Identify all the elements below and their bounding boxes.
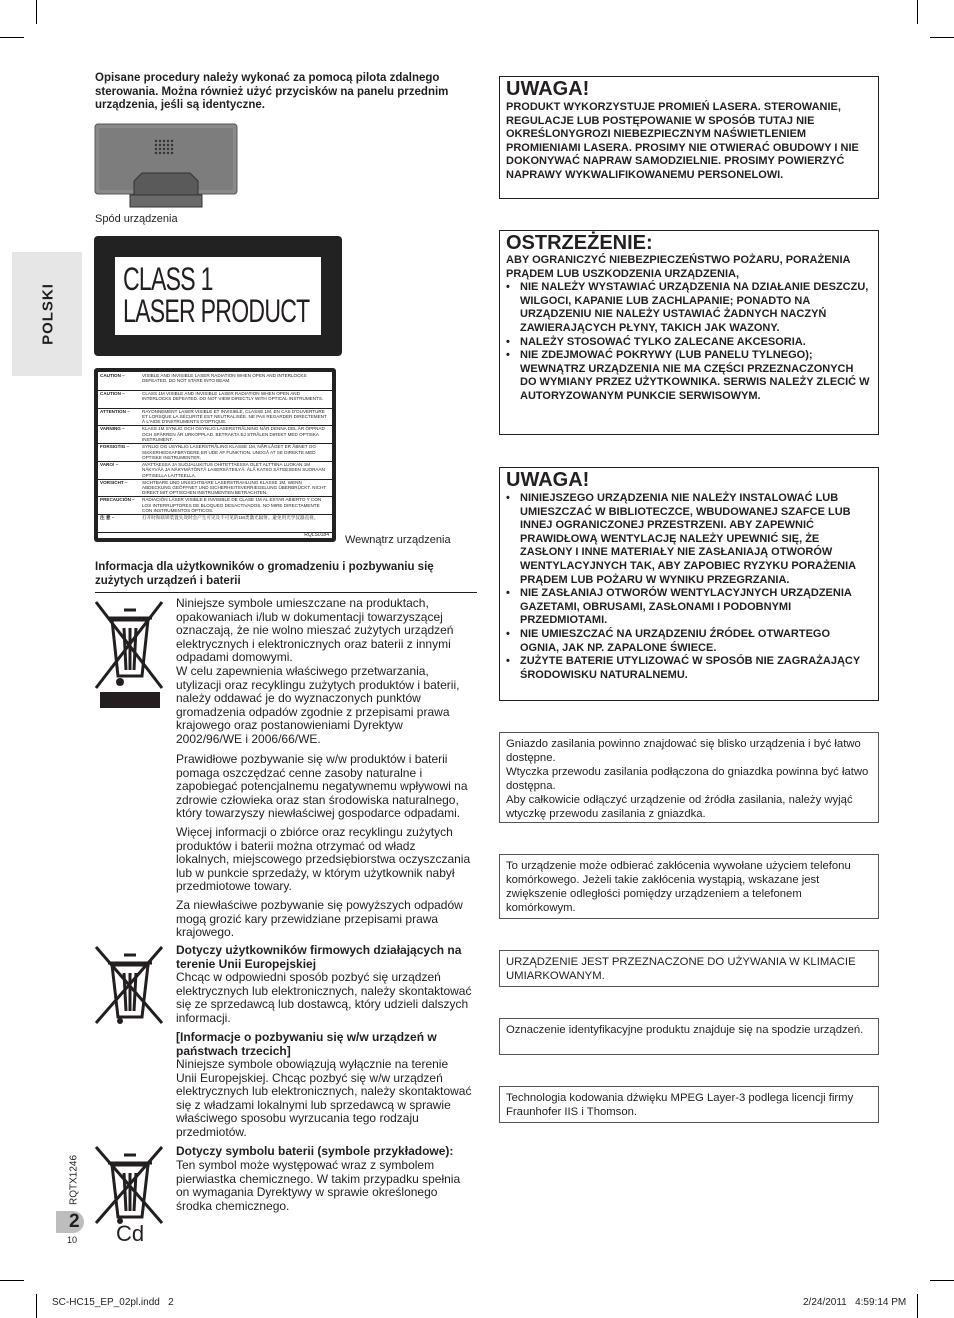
list-item: • NIE NALEŻY WYSTAWIAĆ URZĄDZENIA NA DZIAŁANIE DESZCZU, WILGOCI, KAPANIE LUB ZACHLAPANIE; PONADTO NA URZĄDZENIU NIE NALEŻY USTAWIAĆ ŻADNYCH NACZYŃ ZAWIERAJĄCYCH PŁYNY, TAKICH JAK WAZONY. — [506, 281, 872, 335]
warning-list — [506, 281, 872, 403]
id-label-note-text: Oznaczenie identyfikacyjne produktu znajduje się na spodzie urządzeń. — [506, 1024, 864, 1036]
caution-install-list — [506, 492, 872, 682]
eu-business-heading: Dotyczy użytkowników firmowych działających na terenie Unii Europejskiej — [176, 943, 462, 971]
warning-label-tag: VARNING – — [100, 426, 125, 432]
warning-label-tag: VARO! – — [100, 461, 119, 467]
id-label-note-box — [499, 1018, 879, 1055]
caution-install-title: UWAGA! — [506, 469, 590, 491]
battery-bin-icon — [94, 1145, 166, 1225]
crop-mark — [36, 0, 37, 24]
laser-label-line1: CLASS 1 — [123, 261, 213, 297]
warning-label-text: KLASS 1M SYNLIG OCH OSYNLIG LASERSTRÅLNING NÄR DENNA DEL ÄR ÖPPNAD OCH SPÄRREN ÄR URKOPPLAD. BETRAKTA EJ STRÅLEN DIREKT MED OPTISKA INSTRUMENT. — [142, 426, 325, 443]
warning-label-text: RADIACIÓN LÁSER VISIBLE E INVISIBLE DE CLASE 1M AL ESTAR ABIERTO Y CON LOS INTERRUPTORES DE BLOQUEO DESACTIVADOS. NO MIRE DIRECTAMENTE CON INSTRUMENTOS ÓPTICOS. — [142, 497, 322, 514]
warning-label-code: RQLS0184 — [304, 532, 329, 538]
battery-text: Ten symbol może występować wraz z symbolem pierwiastka chemicznego. W takim przypadku spełnia on wymagania Dyrektywy w sprawie określonego środka chemicznego. — [176, 1158, 461, 1213]
caution-install-box — [499, 467, 879, 701]
power-note-box — [499, 732, 879, 823]
warning-label-tag: FORSIGTIG – — [100, 444, 130, 450]
crop-mark — [917, 1294, 918, 1318]
list-item: • NIE ZASŁANIAJ OTWORÓW WENTYLACYJNYCH URZĄDZENIA GAZETAMI, OBRUSAMI, ZASŁONAMI I PODOBNYMI PRZEDMIOTAMI. — [506, 587, 872, 628]
climate-note-box — [499, 950, 879, 987]
file-info: SC-HC15_EP_02pl.indd 2 — [52, 1297, 174, 1308]
warning-label-text: SICHTBARE UND UNSICHTBARE LASERSTRAHLUNG KLASSE 1M, WENN ABDECKUNG GEÖFFNET UND SICHERHEITSVERRIEGELUNG ÜBERBRÜCKT. NICHT DIREKT MIT OPTISCHEN INSTRUMENTEN BETRACHTEN. — [142, 479, 327, 496]
warning-label-tag: ATTENTION – — [100, 408, 130, 414]
disposal-para3: Prawidłowe pozbywanie się w/w produktów i baterii pomaga oszczędzać cenne zasoby naturalne i zapobiegać potencjalnemu negatywnemu wpływowi na zdrowie człowieka oraz stan środowiska naturalnego, który towarzyszy niewłaściwej gospodarce odpadami. — [176, 752, 468, 821]
climate-note-text: URZĄDZENIE JEST PRZEZNACZONE DO UŻYWANIA W KLIMACIE UMIARKOWANYM. — [506, 956, 856, 982]
inside-caption: Wewnątrz urządzenia — [345, 534, 451, 546]
crop-mark — [0, 1280, 24, 1281]
heading-rule — [95, 592, 477, 593]
disposal-heading: Informacja dla użytkowników o gromadzeniu i pozbywaniu się zużytych urządzeń i baterii — [95, 561, 434, 587]
warning-label-tag: 注 意 – — [100, 515, 115, 521]
intro-text: Opisane procedury należy wykonać za pomocą pilota zdalnego sterowania. Można również użyć przycisków na panelu przednim urządzenia, jeśli są identyczne. — [95, 72, 449, 111]
warning-label-row — [98, 496, 332, 515]
list-item: • NALEŻY STOSOWAĆ TYLKO ZALECANE AKCESORIA. — [506, 336, 872, 350]
warning-label-row — [98, 408, 332, 427]
bottom-caption: Spód urządzenia — [95, 213, 178, 225]
warning-label-text: RAYONNEMENT LASER VISIBLE ET INVISIBLE, CLASSE 1M, EN CAS D'OUVERTURE ET LORSQUE LA SÉCURITÉ EST NEUTRALISÉE. NE PAS REGARDER DIRECTEMENT À L'AIDE D'INSTRUMENTS D'OPTIQUE. — [142, 408, 327, 425]
warning-label-tag: CAUTION – — [100, 373, 125, 378]
list-item: • NIE UMIESZCZAĆ NA URZĄDZENIU ŹRÓDEŁ OTWARTEGO OGNIA, JAK NP. ZAPALONE ŚWIECE. — [506, 628, 872, 655]
cd-symbol: Cd — [116, 1221, 145, 1246]
caution-laser-title: UWAGA! — [506, 78, 590, 100]
laser-class-label — [94, 236, 342, 356]
crop-mark — [917, 0, 918, 24]
list-item: • NIE ZDEJMOWAĆ POKRYWY (LUB PANELU TYLNEGO); WEWNĄTRZ URZĄDZENIA NIE MA CZĘŚCI PRZEZNACZONYCH DO WYMIANY PRZEZ UŻYTKOWNIKA. SERWIS NALEŻY ZLECIĆ W AUTORYZOWANYM PUNKCIE SERWISOWYM. — [506, 349, 872, 403]
language-side-tab — [12, 252, 82, 376]
phone-note-box — [499, 854, 879, 919]
warning-intro: ABY OGRANICZYĆ NIEBEZPIECZEŃSTWO POŻARU, PORAŻENIA PRĄDEM LUB USZKODZENIA URZĄDZENIA, — [506, 254, 851, 280]
third-countries-heading: [Informacje o pozbywaniu się w/w urządzeń w państwach trzecich] — [176, 1030, 437, 1058]
warning-label-row — [98, 390, 332, 409]
warning-label-row — [98, 514, 332, 533]
warning-label-row — [98, 425, 332, 444]
battery-heading: Dotyczy symbolu baterii (symbole przykładowe): — [176, 1144, 454, 1158]
power-note-line3: Aby całkowicie odłączyć urządzenie od źródła zasilania, należy wyjąć wtyczkę przewodu zasilania z gniazdka. — [506, 794, 853, 820]
warning-label-text: VISIBLE AND INVISIBLE LASER RADIATION WHEN OPEN AND INTERLOCKS DEFEATED. DO NOT STARE INTO BEAM. — [142, 373, 307, 384]
warning-title: OSTRZEŻENIE: — [506, 232, 653, 254]
laser-warning-label — [94, 368, 336, 542]
list-item: • NINIEJSZEGO URZĄDZENIA NIE NALEŻY INSTALOWAĆ LUB UMIESZCZAĆ W BIBLIOTECZCE, WBUDOWANEJ SZAFCE LUB INNEJ OGRANICZONEJ PRZESTRZENI. ABY ZAPEWNIĆ PRAWIDŁOWĄ WENTYLACJĘ NALEŻY UPEWNIĆ SIĘ, ŻE ZASŁONY I INNE MATERIAŁY NIE ZASŁANIAJĄ OTWORÓW WENTYLACYJNYCH TAK, ABY ZAPOBIEC RYZYKU PORAŻENIA PRĄDEM LUB POŻARU W WYNIKU PRZEGRZANIA. — [506, 492, 872, 587]
disposal-para2: W celu zapewnienia właściwego przetwarzania, utylizacji oraz recyklingu zużytych produktów i baterii, należy oddawać je do wyznaczonych punktów gromadzenia odpadów zgodnie z przepisami prawa krajowego oraz postanowieniami Dyrektyw 2002/96/WE i 2006/66/WE. — [176, 664, 460, 746]
crop-mark — [930, 1280, 954, 1281]
disposal-para4: Więcej informacji o zbiórce oraz recyklingu zużytych produktów i baterii można otrzymać od władz lokalnych, miejscowego przedsiębiorstwa oczyszczania lub w punkcie sprzedaży, w którym użytkownik nabył przedmiotowe towary. — [176, 825, 471, 894]
warning-label-row — [98, 443, 332, 462]
warning-label-row — [98, 461, 332, 480]
disposal-para1: Niniejsze symbole umieszczane na produktach, opakowaniach i/lub w dokumentacji towarzyszącej oznaczają, że nie wolno mieszać zużytych urządzeń elektrycznych i elektronicznych oraz baterii z innymi odpadami domowymi. — [176, 596, 454, 665]
device-bottom-illustration — [94, 123, 238, 209]
warning-label-text: CLASS 1M VISIBLE AND INVISIBLE LASER RADIATION WHEN OPEN AND INTERLOCKS DEFEATED. DO NOT VIEW DIRECTLY WITH OPTICAL INSTRUMENTS. — [142, 390, 324, 402]
mpeg-note-box — [499, 1086, 879, 1123]
power-note-line2: Wtyczka przewodu zasilania podłączona do gniazdka powinna być łatwo dostępna. — [506, 766, 869, 792]
crop-mark — [36, 1294, 37, 1318]
doc-code: RQTX1246 — [68, 1154, 80, 1206]
warning-label-tag: CAUTION – — [100, 390, 125, 396]
caution-laser-text: PRODUKT WYKORZYSTUJE PROMIEŃ LASERA. STEROWANIE, REGULACJE LUB POSTĘPOWANIE W SPOSÓB TUTAJ NIE OKREŚLONYGROZI NIEBEZPIECZNYM NAŚWIETLENIEM PROMIENIAMI LASERA. PROSIMY NIE OTWIERAĆ OBUDOWY I NIE DOKONYWAĆ NAPRAW SAMODZIELNIE. PROSIMY POWIERZYĆ NAPRAWY WYKWALIFIKOWANEMU PERSONELOWI. — [506, 101, 859, 181]
warning-label-tag: VORSICHT – — [100, 479, 128, 485]
eu-business-text: Chcąc w odpowiedni sposób pozbyć się urządzeń elektrycznych lub elektronicznych, należy skontaktować się ze sprzedawcą lub dostawcą, który udzieli dalszych informacji. — [176, 970, 472, 1025]
power-note-line1: Gniazdo zasilania powinno znajdować się blisko urządzenia i być łatwo dostępne. — [506, 738, 861, 764]
crossed-bin-icon — [94, 945, 166, 1025]
third-countries-text: Niniejsze symbole obowiązują wyłącznie na terenie Unii Europejskiej. Chcąc pozbyć się w/w urządzeń elektrycznych lub elektronicznych, należy skontaktować się z władzami lokalnymi lub sprzedawcą w sprawie właściwego sposobu wyrzucania tego rodzaju przedmiotów. — [176, 1057, 472, 1139]
warning-label-text: 打开时和联锁装置失效时会产生可见及不可见的1M类激光辐射。避免用光学仪器直视。 — [142, 515, 319, 521]
crop-mark — [0, 37, 24, 38]
warning-label-row — [98, 372, 332, 391]
page-number: 2 — [69, 1211, 80, 1232]
warning-label-text: AVATTAESSA JA SUOJALUKITUS OHITETTAESSA OLET ALTTIINA LUOKAN 1M NÄKYVÄÄ JA NÄKYMÄTÖNTÄ LASERSÄTEILYÄ. ÄLÄ KATSO SÄTEESEEN SUORAAN OPTISELLA LAITTEELLA. — [142, 461, 325, 478]
warning-label-row — [98, 479, 332, 498]
page-number-badge — [56, 1211, 84, 1233]
language-label: POLSKI — [39, 283, 57, 345]
disposal-para5: Za niewłaściwe pozbywanie się powyższych odpadów mogą grozić kary przewidziane przepisami prawa krajowego. — [176, 898, 463, 940]
warning-label-text: SYNLIG OG USYNLIG LASERSTRÅLING KLASSE 1M, NÅR LÅGET ER ÅBNET OG SIKKERHEDSAFBRYDERE ER UDE AF FUNKTION. UNDGÅ AT SE DIREKTE MED OPTISKE INSTRUMENTER. — [142, 444, 316, 460]
list-item: • ZUŻYTE BATERIE UTYLIZOWAĆ W SPOSÓB NIE ZAGRAŻAJĄCY ŚRODOWISKU NATURALNEMU. — [506, 655, 872, 682]
crossed-bin-with-bar-icon — [94, 598, 166, 710]
crop-mark — [930, 37, 954, 38]
mpeg-note-text: Technologia kodowania dźwięku MPEG Layer-3 podlega licencji firmy Fraunhofer IIS i Thomson. — [506, 1092, 854, 1118]
laser-label-line2: LASER PRODUCT — [123, 293, 310, 329]
timestamp: 2/24/2011 4:59:14 PM — [803, 1297, 907, 1308]
warning-label-tag: PRECAUCIÓN – — [100, 497, 135, 503]
warning-box — [499, 230, 879, 435]
phone-note-text: To urządzenie może odbierać zakłócenia wywołane użyciem telefonu komórkowego. Jeżeli takie zakłócenia wystąpią, wskazane jest zwiększenie odległości pomiędzy urządzeniem a telefonem komórkowym. — [506, 860, 851, 914]
page-sub-number: 10 — [67, 1235, 78, 1245]
caution-laser-box — [499, 76, 879, 199]
